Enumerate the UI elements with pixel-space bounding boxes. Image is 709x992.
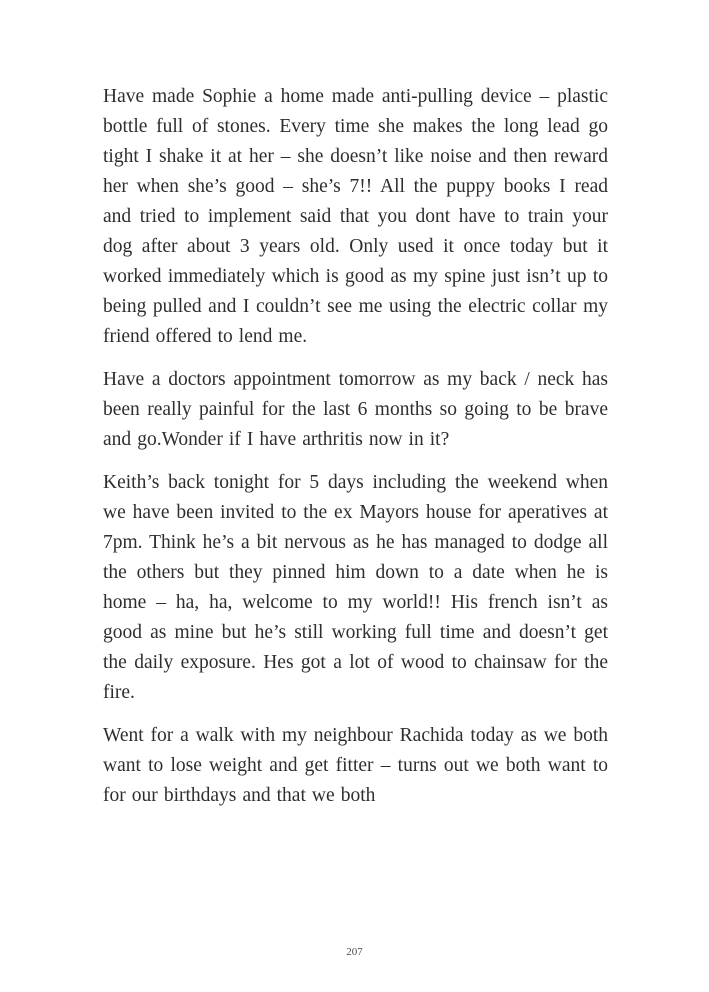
page-number: 207 bbox=[346, 946, 363, 958]
page-body-text bbox=[103, 82, 608, 824]
paragraph-4: Went for a walk with my neighbour Rachida today as we both want to lose weight and get fitter – turns out we both want to for our birthdays and that we both bbox=[103, 725, 608, 806]
paragraph-3: Keith’s back tonight for 5 days including the weekend when we have been invited to the ex Mayors house for aperatives at 7pm. Think he’s a bit nervous as he has managed to dodge all the others but they pinned him down to a date when he is home – ha, ha, welcome to my world!! His french isn’t as good as mine but he’s still working full time and doesn’t get the daily exposure. Hes got a lot of wood to chainsaw for the fire. bbox=[103, 472, 608, 703]
paragraph-2: Have a doctors appointment tomorrow as my back / neck has been really painful for the last 6 months so going to be brave and go.Wonder if I have arthritis now in it? bbox=[103, 369, 608, 450]
paragraph-1: Have made Sophie a home made anti-pulling device – plastic bottle full of stones. Every time she makes the long lead go tight I shake it at her – she doesn’t like noise and then reward her when she’s good – she’s 7!! All the puppy books I read and tried to implement said that you dont have to train your dog after about 3 years old. Only used it once today but it worked immediately which is good as my spine just isn’t up to being pulled and I couldn’t see me using the electric collar my friend offered to lend me. bbox=[103, 86, 608, 347]
